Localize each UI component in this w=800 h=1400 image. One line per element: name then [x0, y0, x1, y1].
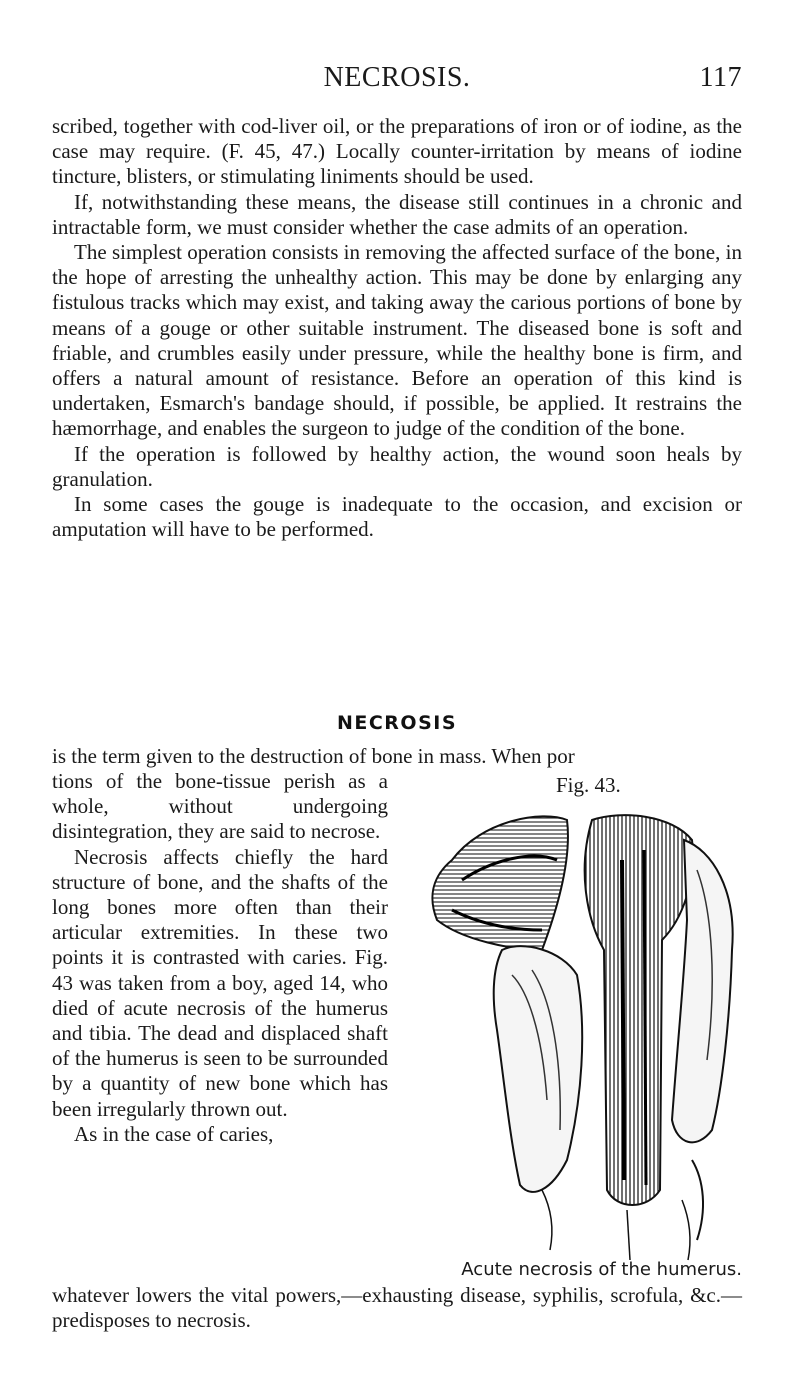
- body-text-top: [52, 114, 742, 542]
- body-text-bottom: [52, 1283, 742, 1333]
- figure-caption: Acute necrosis of the humerus.: [461, 1259, 742, 1280]
- figure-label: Fig. 43.: [556, 773, 621, 797]
- bone-illustration: [392, 800, 742, 1270]
- body-text-column: [52, 769, 388, 1147]
- paragraph: whatever lowers the vital powers,—exhausting disease, syphilis, scrofula, &c.—predisposes to necrosis.: [52, 1283, 742, 1333]
- section-heading: NECROSIS: [336, 712, 458, 734]
- section-lead-line: [52, 744, 742, 769]
- paragraph: As in the case of caries,: [74, 1121, 274, 1146]
- paragraph: is the term given to the destruction of bone in mass. When por: [52, 744, 575, 768]
- paragraph: In some cases the gouge is inadequate to the occasion, and excision or amputation will have to be performed.: [52, 492, 742, 542]
- paragraph: Necrosis affects chiefly the hard structure of bone, and the shafts of the long bones more often than their articular extremities. In these two points it is contrasted with caries. Fig. 43 was taken from a boy, aged 14, who died of acute necrosis of the humerus and tibia. The dead and displaced shaft of the humerus is seen to be surrounded by a quantity of new bone which has been irregularly thrown out.: [52, 844, 388, 1121]
- paragraph: tions of the bone-tissue perish as a whole, without undergoing disintegration, they are said to necrose.: [52, 769, 388, 844]
- paragraph: If the operation is followed by healthy action, the wound soon heals by granulation.: [52, 441, 742, 491]
- running-head: NECROSIS.: [323, 62, 471, 93]
- paragraph: scribed, together with cod-liver oil, or the preparations of iron or of iodine, as the case may require. (F. 45, 47.) Locally counter-irritation by means of iodine tincture, blisters, or stimulating liniments should be used.: [52, 114, 742, 189]
- paragraph: If, notwithstanding these means, the disease still continues in a chronic and intractable form, we must consider whether the case admits of an operation.: [52, 189, 742, 239]
- page-header: [52, 62, 742, 102]
- paragraph: The simplest operation consists in removing the affected surface of the bone, in the hope of arresting the unhealthy action. This may be done by enlarging any fistulous tracks which may exist, and taking away the carious portions of bone by means of a gouge or other suitable instrument. The diseased bone is soft and friable, and crumbles easily under pressure, while the healthy bone is firm, and offers a natural amount of resistance. Before an operation of this kind is undertaken, Esmarch's bandage should, if possible, be applied. It restrains the hæmorrhage, and enables the surgeon to judge of the condition of the bone.: [52, 240, 742, 441]
- page-number: 117: [699, 62, 742, 93]
